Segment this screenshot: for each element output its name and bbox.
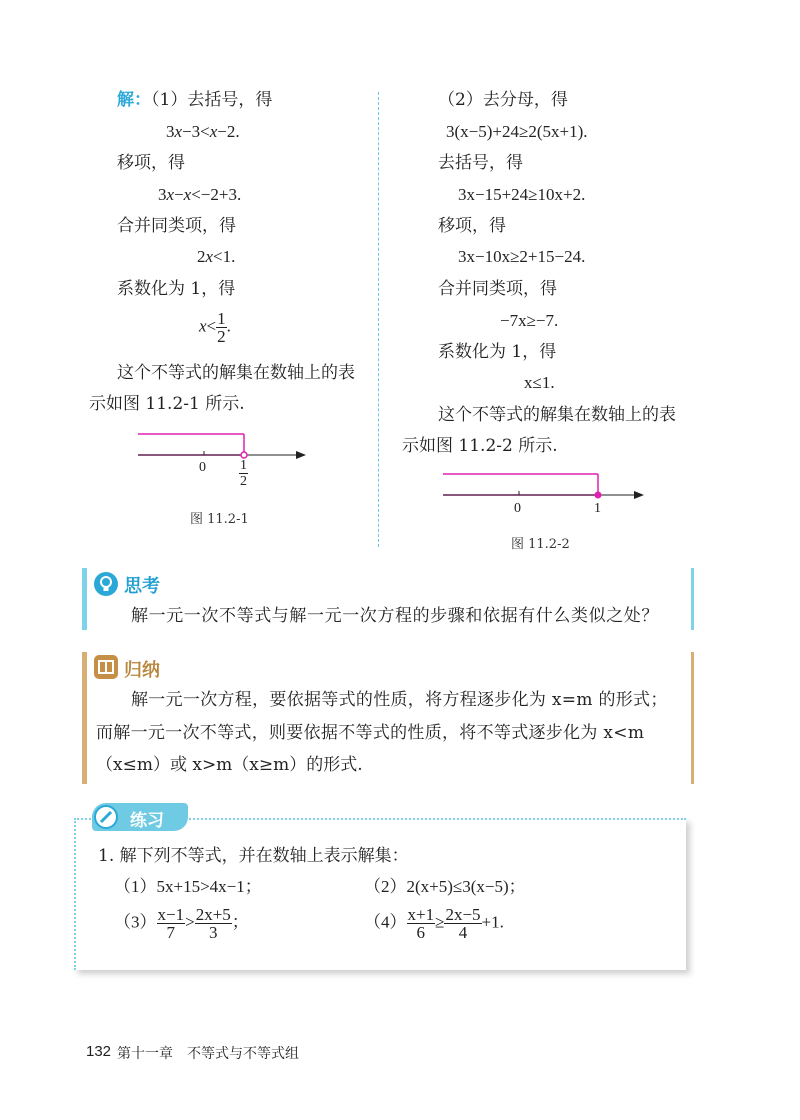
practice-item-3 bbox=[114, 906, 249, 941]
summary-title: 归纳 bbox=[124, 660, 160, 681]
eq-part: x bbox=[205, 247, 214, 266]
pencil-icon bbox=[94, 805, 118, 829]
operator: ≥ bbox=[435, 912, 445, 932]
axis1-half-label bbox=[239, 458, 248, 489]
left-step2: 移项，得 bbox=[117, 153, 185, 173]
right-eq3: 3x−10x≥2+15−24. bbox=[458, 247, 586, 266]
axis2-one-label: 1 bbox=[594, 501, 601, 516]
fraction-numerator: 1 bbox=[240, 458, 247, 473]
fraction-denominator: 6 bbox=[416, 923, 426, 942]
eq-part: 2 bbox=[197, 247, 206, 266]
axis1-zero-label: 0 bbox=[199, 460, 206, 475]
eq-part: x bbox=[183, 185, 192, 204]
eq-part: < bbox=[206, 316, 217, 336]
right-eq4: −7x≥−7. bbox=[500, 311, 559, 330]
practice-item-1: （1）5x+15>4x−1； bbox=[114, 877, 262, 896]
fraction-numerator: 2x−5 bbox=[445, 905, 481, 924]
punctuation: ； bbox=[231, 912, 249, 932]
left-eq2 bbox=[158, 184, 241, 206]
eq-part: . bbox=[226, 316, 231, 336]
left-eq4 bbox=[199, 310, 231, 345]
eq-part: − bbox=[174, 185, 184, 204]
right-note-line1: 这个不等式的解集在数轴上的表 bbox=[438, 405, 676, 425]
think-text: 解一元一次不等式与解一元一次方程的步骤和依据有什么类似之处？ bbox=[131, 606, 659, 626]
right-step5: 系数化为 1，得 bbox=[438, 342, 557, 362]
summary-line3: （x≤m）或 x>m（x≥m）的形式. bbox=[96, 755, 363, 775]
eq-part: x bbox=[166, 185, 175, 204]
axis2-zero-label: 0 bbox=[514, 501, 521, 516]
eq-part: <1. bbox=[213, 247, 236, 266]
column-divider bbox=[378, 92, 379, 547]
summary-icon bbox=[94, 655, 118, 679]
left-step4: 系数化为 1，得 bbox=[117, 279, 236, 299]
axis-arrow bbox=[634, 491, 644, 499]
fraction-denominator: 3 bbox=[208, 923, 218, 942]
eq-part: <−2+3. bbox=[191, 185, 242, 204]
operator: > bbox=[185, 912, 195, 932]
fraction-denominator: 2 bbox=[217, 327, 226, 346]
eq-part: −3< bbox=[182, 122, 210, 141]
left-eq1 bbox=[166, 121, 240, 143]
fraction-denominator: 7 bbox=[166, 923, 176, 942]
punctuation: +1. bbox=[481, 912, 504, 932]
item-label: （3） bbox=[114, 912, 157, 932]
right-step3: 移项，得 bbox=[438, 216, 506, 236]
fraction-numerator: x−1 bbox=[157, 905, 185, 924]
fraction-numerator: 2x+5 bbox=[195, 905, 231, 924]
practice-question-1: 1. 解下列不等式，并在数轴上表示解集： bbox=[98, 846, 409, 866]
chapter-footer: 第十一章 不等式与不等式组 bbox=[117, 1046, 299, 1062]
axis-arrow bbox=[296, 451, 306, 459]
eq-part: x bbox=[174, 122, 183, 141]
fraction-one-half bbox=[216, 310, 227, 345]
figure-caption-1: 图 11.2-1 bbox=[190, 512, 249, 527]
eq-part: 3 bbox=[158, 185, 167, 204]
right-note-line2: 示如图 11.2-2 所示. bbox=[402, 436, 558, 456]
eq-part: −2. bbox=[217, 122, 240, 141]
right-eq2: 3x−15+24≥10x+2. bbox=[458, 185, 586, 204]
practice-title: 练习 bbox=[130, 811, 164, 831]
figure-caption-2: 图 11.2-2 bbox=[511, 537, 570, 552]
right-step4: 合并同类项，得 bbox=[438, 279, 557, 299]
right-eq1: 3(x−5)+24≥2(5x+1). bbox=[446, 122, 588, 141]
right-step2: 去括号，得 bbox=[438, 153, 523, 173]
item-label: （4） bbox=[364, 912, 407, 932]
number-line-figure-1 bbox=[130, 428, 310, 494]
left-solution-header bbox=[117, 89, 272, 111]
fraction-numerator: x+1 bbox=[407, 905, 435, 924]
left-note-line1: 这个不等式的解集在数轴上的表 bbox=[117, 363, 355, 383]
summary-line2: 而解一元一次不等式，则要依据不等式的性质，将不等式逐步化为 x<m bbox=[96, 723, 645, 743]
fraction-numerator: 1 bbox=[217, 309, 226, 328]
think-title: 思考 bbox=[124, 576, 160, 597]
right-part2-label: （2）去分母，得 bbox=[438, 90, 568, 110]
number-line-figure-2 bbox=[438, 468, 654, 508]
eq-part: 3 bbox=[166, 122, 175, 141]
fraction-denominator: 4 bbox=[458, 923, 468, 942]
eq-part: x bbox=[209, 122, 218, 141]
page-number: 132 bbox=[86, 1043, 112, 1060]
practice-item-2: （2）2(x+5)≤3(x−5)； bbox=[364, 877, 526, 896]
summary-line1: 解一元一次方程，要依据等式的性质，将方程逐步化为 x=m 的形式； bbox=[131, 690, 668, 710]
left-step3: 合并同类项，得 bbox=[117, 216, 236, 236]
practice-item-4 bbox=[364, 906, 504, 941]
fraction-denominator: 2 bbox=[240, 474, 247, 489]
left-note-line2: 示如图 11.2-1 所示. bbox=[89, 394, 245, 414]
solution-label: 解： bbox=[117, 90, 151, 110]
lightbulb-icon bbox=[94, 572, 118, 596]
eq-part: x bbox=[199, 316, 207, 336]
right-eq5: x≤1. bbox=[524, 373, 555, 392]
left-part1-label: （1）去括号，得 bbox=[151, 90, 273, 110]
left-eq3 bbox=[197, 246, 235, 268]
